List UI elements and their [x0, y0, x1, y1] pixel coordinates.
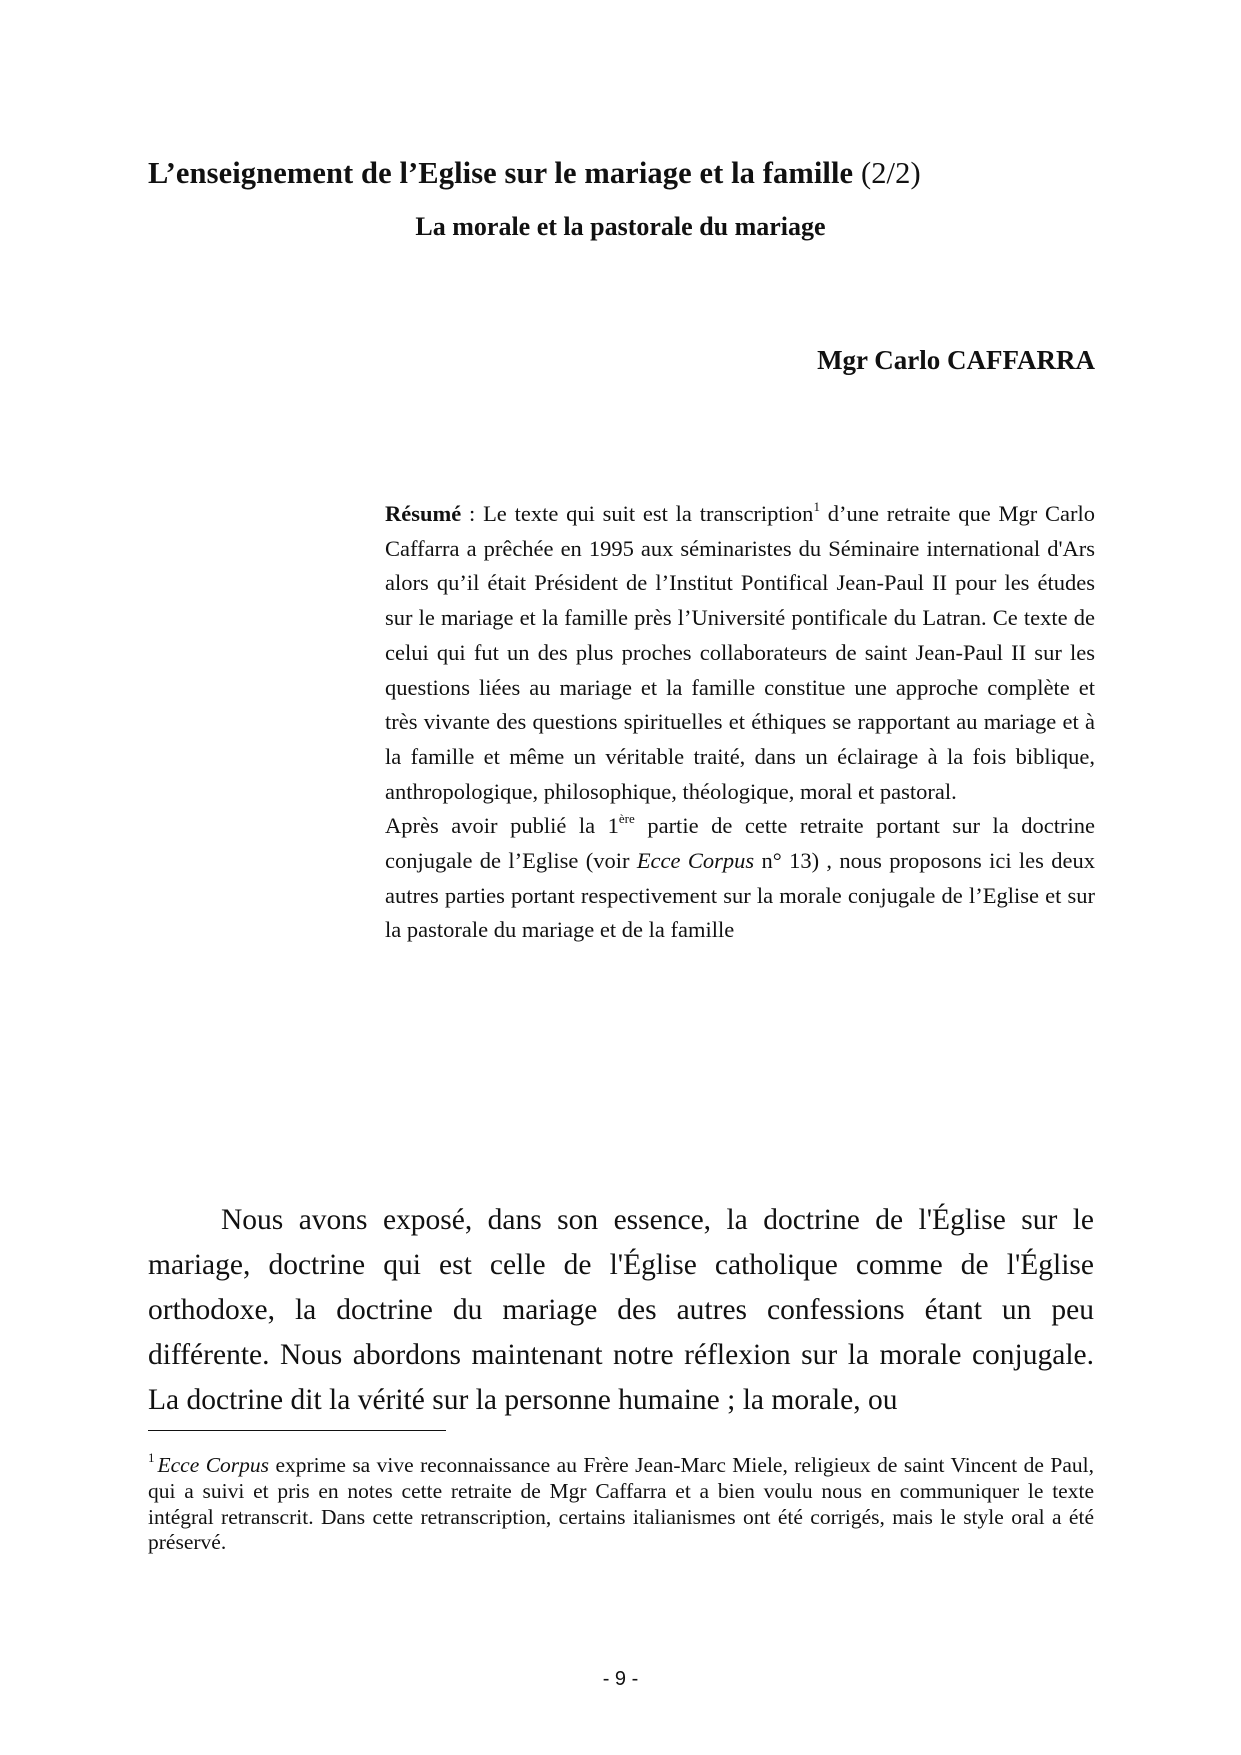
- footnote-number: 1: [148, 1449, 155, 1465]
- article-subtitle: La morale et la pastorale du mariage: [415, 212, 826, 241]
- page-number: - 9 -: [602, 1668, 639, 1690]
- abstract-label: Résumé: [385, 501, 462, 526]
- abstract-p2-start: Après avoir publié la 1: [385, 813, 619, 839]
- footnote-journal-name: Ecce Corpus: [157, 1453, 270, 1477]
- footnote-text: exprime sa vive reconnaissance au Frère Jean-Marc Miele, religieux de saint Vincent de Paul, qui a suivi et pris en notes cette retraite de Mgr Caffarra et a bien voulu nous en communiquer le texte intégral retranscrit. Dans cette retranscription, certains italianismes ont été corrigés, mais le style oral a été préservé.: [148, 1453, 1094, 1555]
- footnote-divider: [148, 1430, 446, 1431]
- abstract-paragraph-1: [385, 497, 1095, 809]
- title-text: L’enseignement de l’Eglise sur le mariage et la famille: [148, 156, 854, 190]
- footnote-paragraph: [148, 1449, 1094, 1556]
- abstract-text-rest: d’une retraite que Mgr Carlo Caffarra a prêchée en 1995 aux séminaristes du Séminaire international d'Ars alors qu’il était Président de l’Institut Pontifical Jean-Paul II pour les études sur le mariage et la famille près l’Université pontificale du Latran. Ce texte de celui qui fut un des plus proches collaborateurs de saint Jean-Paul II sur les questions liées au mariage et la famille constitue une approche complète et très vivante des questions spirituelles et éthiques se rapportant au mariage et à la famille et même un véritable traité, dans un éclairage à la fois biblique, anthropologique, philosophique, théologique, moral et pastoral.: [385, 501, 1096, 804]
- footnote: [148, 1449, 1094, 1556]
- footnote-reference[interactable]: 1: [813, 498, 820, 514]
- article-title: [148, 156, 1092, 191]
- body-text: [148, 1198, 1094, 1423]
- author-name: Mgr Carlo CAFFARRA: [817, 345, 1095, 375]
- abstract-paragraph-2: [385, 809, 1095, 948]
- abstract: [385, 497, 1095, 948]
- ordinal-superscript: ère: [618, 810, 635, 826]
- journal-name: Ecce Corpus: [636, 848, 755, 874]
- body-paragraph: Nous avons exposé, dans son essence, la doctrine de l'Église sur le mariage, doctrine qui est celle de l'Église catholique comme de l'Église orthodoxe, la doctrine du mariage des autres confessions étant un peu différente. Nous abordons maintenant notre réflexion sur la morale conjugale. La doctrine dit la vérité sur la personne humaine ; la morale, ou: [148, 1204, 1094, 1416]
- title-part-number: (2/2): [860, 156, 921, 190]
- abstract-p2-end: n° 13) , nous proposons ici les deux autres parties portant respectivement sur la morale conjugale de l’Eglise et sur la pastorale du mariage et de la famille: [385, 848, 1095, 943]
- abstract-text-start: Le texte qui suit est la transcription: [483, 501, 814, 526]
- abstract-p2-middle: partie de cette retraite portant sur la doctrine conjugale de l’Eglise (voir: [385, 813, 1095, 874]
- abstract-separator: :: [461, 501, 484, 526]
